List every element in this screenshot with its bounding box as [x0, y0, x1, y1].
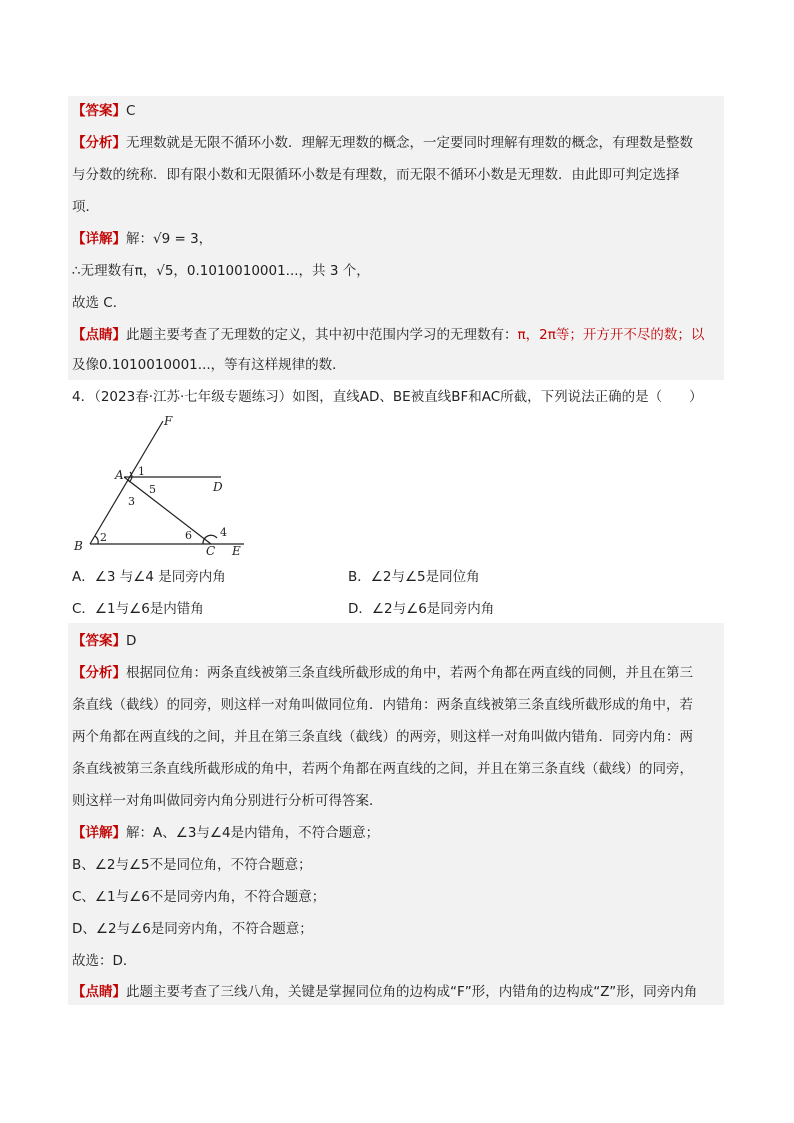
q4-detail-line-5: 故选：D．	[72, 953, 137, 969]
option-b: B．∠2与∠5是同位角	[348, 569, 480, 585]
q4-comment-line-1	[72, 982, 697, 1002]
q3-comment-line-2: 及像0.1010010001...，等有这样规律的数．	[72, 357, 346, 373]
analysis-text: 无理数就是无限不循环小数．理解无理数的概念，一定要同时理解有理数的概念，有理数是整数	[126, 135, 693, 151]
q4-detail-line-1	[72, 823, 379, 843]
q4-analysis-line-1	[72, 663, 693, 683]
q4-analysis-line-4: 条直线被第三条直线所截形成的角中，若两个角都在两直线的之间，并且在第三条直线（截线）的同旁，	[72, 761, 693, 777]
q3-detail-line-1	[72, 229, 212, 249]
option-a: A．∠3 与∠4 是同旁内角	[72, 569, 226, 585]
q4-analysis-line-2: 条直线（截线）的同旁，则这样一对角叫做同位角．内错角：两条直线被第三条直线所截形成的角中，若	[72, 697, 693, 713]
q4-answer-line	[72, 631, 136, 651]
label-A: A	[115, 468, 124, 482]
comment-tag: 【点睛】	[72, 327, 126, 343]
option-c: C．∠1与∠6是内错角	[72, 601, 204, 617]
comment-text: 此题主要考查了三线八角，关键是掌握同位角的边构成“F”形，内错角的边构成“Z”形，同旁内角	[126, 984, 698, 1000]
q3-analysis-line-3: 项．	[72, 199, 99, 215]
q3-answer-line	[72, 101, 135, 121]
q3-analysis-line-1	[72, 133, 693, 153]
detail-text: 解：√9 = 3，	[126, 231, 213, 247]
q3-comment-line-1	[72, 325, 704, 345]
label-angle-4: 4	[220, 526, 227, 539]
analysis-text: 根据同位角：两条直线被第三条直线所截形成的角中，若两个角都在两直线的同侧，并且在第三	[126, 665, 693, 681]
q4-analysis-line-3: 两个角都在两直线的之间，并且在第三条直线（截线）的两旁，则这样一对角叫做内错角．同旁内角：两	[72, 729, 693, 745]
q4-detail-line-3: C、∠1与∠6不是同旁内角，不符合题意；	[72, 889, 326, 905]
label-angle-3: 3	[128, 495, 135, 508]
analysis-tag: 【分析】	[72, 135, 126, 151]
label-B: B	[74, 539, 83, 553]
label-angle-6: 6	[185, 529, 192, 542]
comment-text-red: π，2π等；开方开不尽的数；以	[517, 327, 705, 343]
label-angle-1: 1	[138, 465, 145, 478]
label-F: F	[164, 414, 173, 428]
detail-tag: 【详解】	[72, 231, 126, 247]
answer-tag: 【答案】	[72, 633, 126, 649]
q4-analysis-line-5: 则这样一对角叫做同旁内角分别进行分析可得答案．	[72, 793, 383, 809]
detail-text: 解：A、∠3与∠4是内错角，不符合题意；	[126, 825, 380, 841]
q4-figure	[68, 413, 268, 563]
q4-detail-line-2: B、∠2与∠5不是同位角，不符合题意；	[72, 857, 312, 873]
q4-stem: 4．（2023春·江苏·七年级专题练习）如图，直线AD、BE被直线BF和AC所截，下列说法正确的是（ ）	[72, 389, 703, 405]
label-C: C	[206, 544, 216, 558]
answer-tag: 【答案】	[72, 103, 126, 119]
q4-detail-line-4: D、∠2与∠6是同旁内角，不符合题意；	[72, 921, 313, 937]
analysis-tag: 【分析】	[72, 665, 126, 681]
detail-tag: 【详解】	[72, 825, 126, 841]
q3-detail-line-2: ∴无理数有π，√5，0.1010010001...，共 3 个，	[72, 263, 370, 279]
q3-detail-line-3: 故选 C．	[72, 295, 127, 311]
q3-analysis-line-2: 与分数的统称．即有限小数和无限循环小数是有理数，而无限不循环小数是无理数．由此即可判定选择	[72, 167, 680, 183]
option-d: D．∠2与∠6是同旁内角	[348, 601, 495, 617]
comment-tag: 【点睛】	[72, 984, 126, 1000]
label-D: D	[213, 480, 223, 494]
label-angle-5: 5	[149, 483, 156, 496]
answer-value: D	[126, 633, 137, 649]
comment-text: 此题主要考查了无理数的定义，其中初中范围内学习的无理数有：	[126, 327, 518, 343]
label-E: E	[232, 544, 241, 558]
label-angle-2: 2	[100, 531, 107, 544]
answer-value: C	[126, 103, 136, 119]
